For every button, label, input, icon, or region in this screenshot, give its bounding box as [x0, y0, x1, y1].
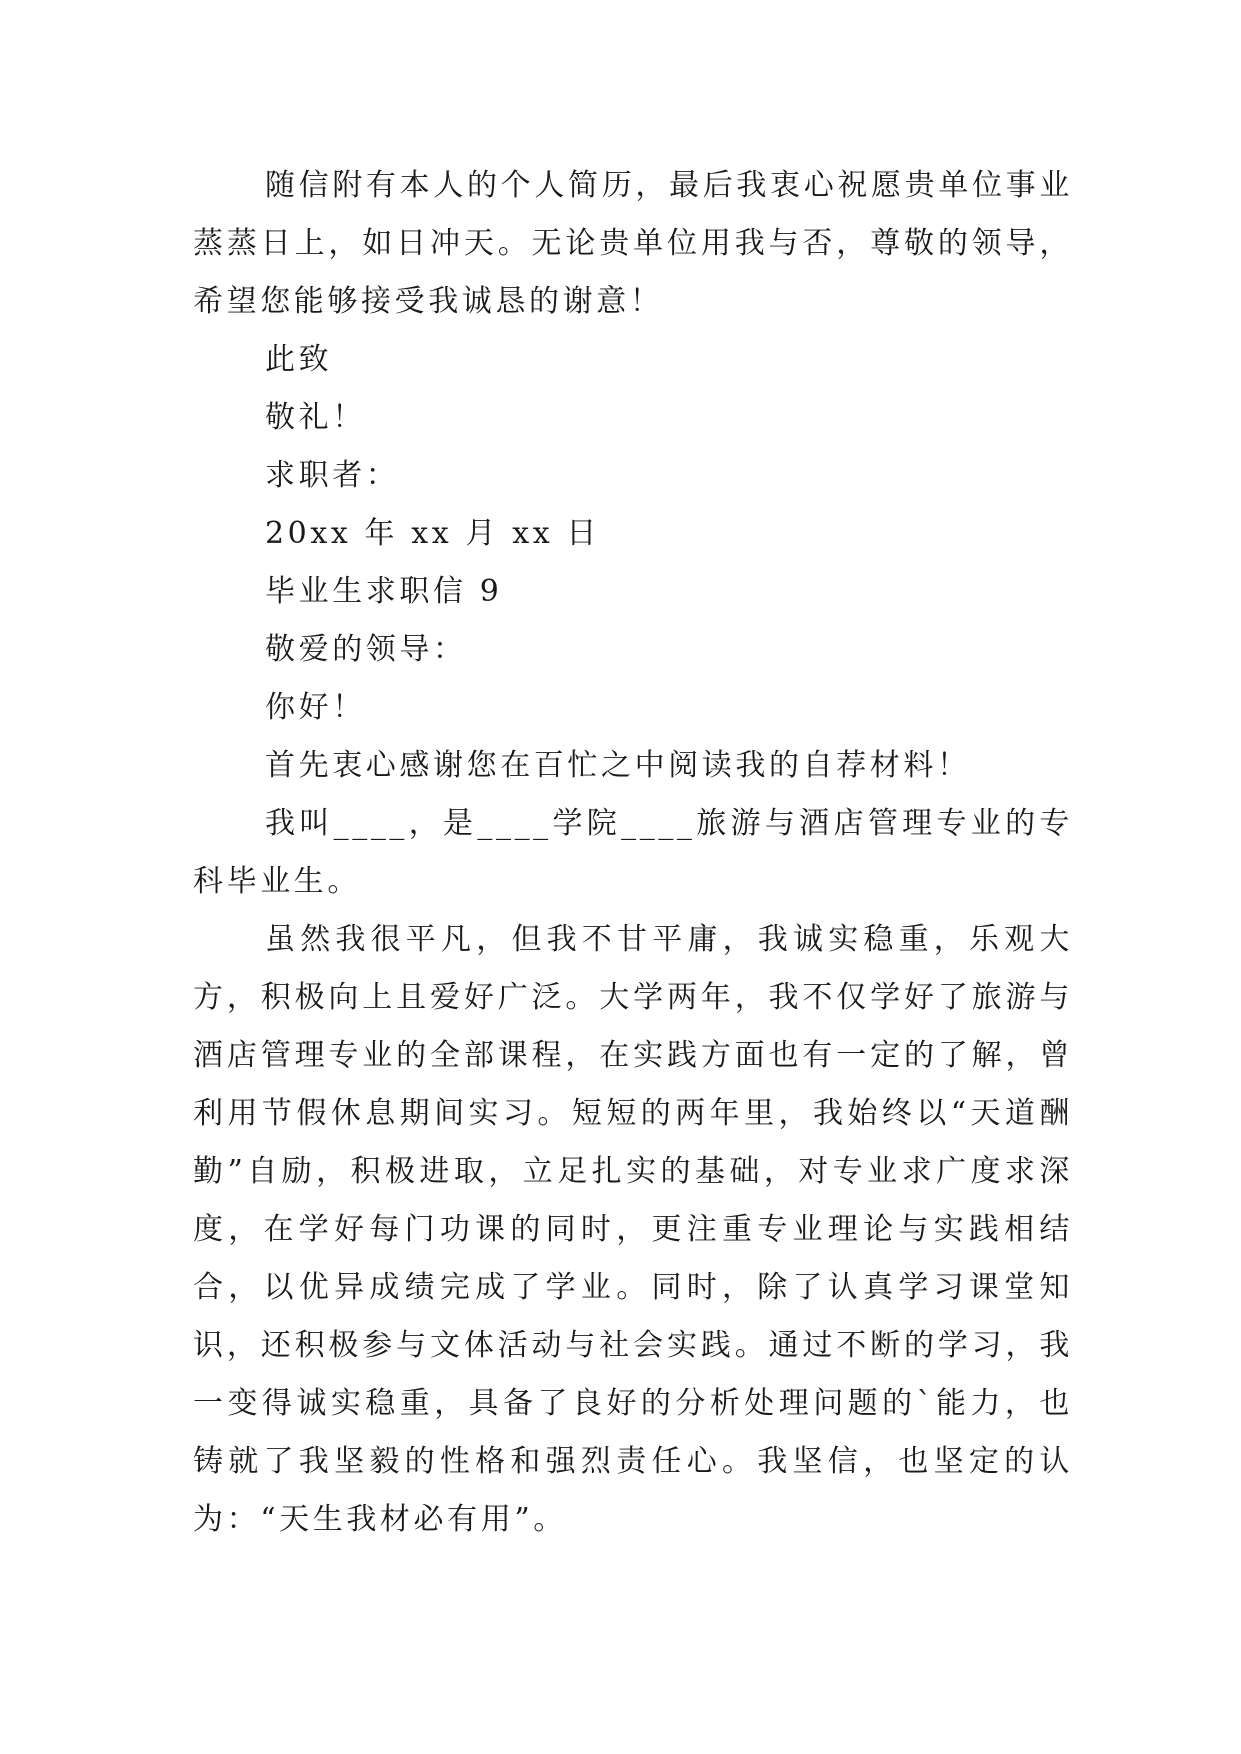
paragraph-closing-wishes: 随信附有本人的个人简历，最后我衷心祝愿贵单位事业蒸蒸日上，如日冲天。无论贵单位用我与否，尊敬的领导，希望您能够接受我诚恳的谢意！ [193, 168, 1073, 319]
signature-applicant: 求职者： [265, 458, 400, 493]
paragraph-introduction: 我叫____，是____学院____旅游与酒店管理专业的专科毕业生。 [193, 806, 1073, 899]
section-heading: 毕业生求职信 9 [265, 574, 503, 609]
salutation-jingli: 敬礼！ [265, 400, 366, 435]
paragraph-thanks: 首先衷心感谢您在百忙之中阅读我的自荐材料！ [265, 748, 971, 783]
greeting-addressee: 敬爱的领导： [265, 632, 467, 667]
document-body [193, 157, 1073, 1549]
salutation-cizhi: 此致 [265, 342, 333, 377]
paragraph-self-description: 虽然我很平凡，但我不甘平庸，我诚实稳重，乐观大方，积极向上且爱好广泛。大学两年，我不仅学好了旅游与酒店管理专业的全部课程，在实践方面也有一定的了解，曾利用节假休息期间实习。短短的两年里，我始终以“天道酬勤”自励，积极进取，立足扎实的基础，对专业求广度求深度，在学好每门功课的同时，更注重专业理论与实践相结合，以优异成绩完成了学业。同时，除了认真学习课堂知识，还积极参与文体活动与社会实践。通过不断的学习，我一变得诚实稳重，具备了良好的分析处理问题的`能力，也铸就了我坚毅的性格和强烈责任心。我坚信，也坚定的认为：“天生我材必有用”。 [193, 922, 1073, 1537]
greeting-hello: 你好！ [265, 690, 366, 725]
date-line: 20xx 年 xx 月 xx 日 [265, 516, 600, 551]
